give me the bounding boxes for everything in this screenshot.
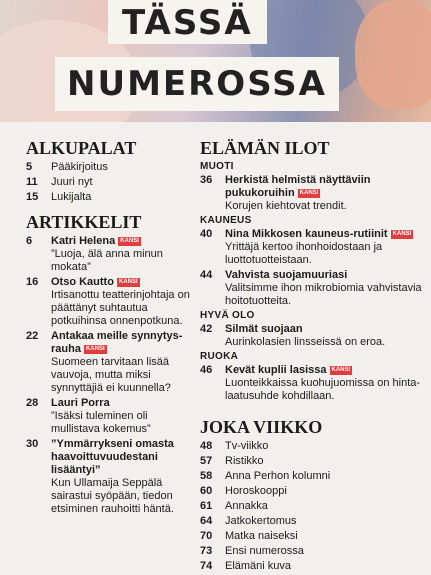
page-number: 64 xyxy=(200,515,213,527)
kansi-badge: KANSI xyxy=(85,346,105,352)
toc-entry[interactable] xyxy=(200,440,425,453)
title-line-2: NUMEROSSA xyxy=(55,57,339,111)
joka-viikko-list xyxy=(200,440,425,573)
kansi-badge: KANSI xyxy=(392,231,412,237)
section-heading-joka-viikko: JOKA VIIKKO xyxy=(200,417,323,437)
page-number: 40 xyxy=(200,228,213,240)
toc-entry[interactable] xyxy=(26,235,194,274)
toc-entry[interactable] xyxy=(200,470,425,483)
page-number: 5 xyxy=(26,161,33,173)
toc-entry[interactable] xyxy=(26,191,194,204)
kansi-badge: KANSI xyxy=(118,279,138,285)
alkupalat-list xyxy=(26,161,194,204)
page-number: 60 xyxy=(200,485,213,497)
toc-entry[interactable] xyxy=(200,455,425,468)
entry-title: Elämäni kuva xyxy=(225,560,292,572)
photo-shape xyxy=(355,0,431,110)
right-column xyxy=(200,138,425,575)
page-number: 15 xyxy=(26,191,39,203)
page-number: 48 xyxy=(200,440,213,452)
toc-entry[interactable] xyxy=(200,174,425,213)
entry-description: Yrittäjä kertoo ihonhoidostaan ja luottotuotteistaan. xyxy=(225,241,383,266)
entry-title: Matka naiseksi xyxy=(225,530,298,542)
entry-title: Otso Kautto xyxy=(51,276,114,288)
page-number: 61 xyxy=(200,500,213,512)
toc-entry[interactable] xyxy=(200,500,425,513)
page-number: 28 xyxy=(26,397,39,409)
toc-entry[interactable] xyxy=(200,530,425,543)
entry-description: Luonteikkaissa kuohujuomissa on hinta-laatusuhde kohdillaan. xyxy=(225,377,421,402)
entry-title: Nina Mikkosen kauneus-rutiinit xyxy=(225,228,388,240)
entry-description: Irtisanottu teatterinjohtaja on päättänyt suhtautua potkuihinsa onnenpotkuna. xyxy=(51,289,190,327)
entry-title: Lauri Porra xyxy=(51,397,110,409)
entry-title: Herkistä helmistä näyttäviin pukukoruihin xyxy=(225,174,371,199)
entry-title: Kevät kuplii lasissa xyxy=(225,364,327,376)
entry-title: Antakaa meille synnytys-rauha xyxy=(51,330,183,355)
entry-title: Horoskooppi xyxy=(225,485,287,497)
toc-entry[interactable] xyxy=(200,485,425,498)
entry-title: Juuri nyt xyxy=(51,176,93,188)
page-number: 11 xyxy=(26,176,38,188)
entry-title: ”Ymmärrykseni omasta haavoittuvuudestani lisääntyi” xyxy=(51,438,174,476)
page-number: 16 xyxy=(26,276,39,288)
category-heading-kauneus: KAUNEUS xyxy=(200,215,252,226)
kansi-badge: KANSI xyxy=(120,238,139,244)
page-number: 73 xyxy=(200,545,213,557)
kansi-badge: KANSI xyxy=(331,367,351,373)
page-number: 42 xyxy=(200,323,213,335)
section-heading-elaman-ilot: ELÄMÄN ILOT xyxy=(200,138,330,158)
entry-title: Ristikko xyxy=(225,455,264,467)
toc-entry[interactable] xyxy=(26,276,194,328)
page-number: 46 xyxy=(200,364,213,376)
toc-entry[interactable] xyxy=(26,438,194,516)
toc-entry[interactable] xyxy=(26,161,194,174)
page-number: 57 xyxy=(200,455,213,467)
section-heading-alkupalat: ALKUPALAT xyxy=(26,138,137,158)
entry-title: Jatkokertomus xyxy=(225,515,297,527)
entry-description: Valitsimme ihon mikrobiomia vahvistavia hoitotuotteita. xyxy=(225,282,422,307)
page-number: 6 xyxy=(26,235,33,247)
left-column xyxy=(26,138,194,518)
toc-entry[interactable] xyxy=(200,515,425,528)
page-number: 58 xyxy=(200,470,213,482)
category-heading-hyva-olo: HYVÄ OLO xyxy=(200,310,255,321)
toc-entry[interactable] xyxy=(200,545,425,558)
page-number: 74 xyxy=(200,560,213,572)
category-heading-muoti: MUOTI xyxy=(200,161,234,172)
title-line-1: TÄSSÄ xyxy=(108,0,267,44)
entry-description: Aurinkolasien linsseissä on eroa. xyxy=(225,336,386,348)
entry-title: Silmät suojaan xyxy=(225,323,303,335)
page-number: 70 xyxy=(200,530,213,542)
toc-entry[interactable] xyxy=(200,364,425,403)
entry-title: Katri Helena xyxy=(51,235,116,247)
category-heading-ruoka: RUOKA xyxy=(200,351,239,362)
toc-entry[interactable] xyxy=(200,269,425,308)
toc-entry[interactable] xyxy=(26,397,194,436)
entry-description: Suomeen tarvitaan lisää vauvoja, mutta miksi synnyttäjiä ei kuunnella? xyxy=(51,356,171,394)
toc-entry[interactable] xyxy=(26,330,194,395)
kansi-badge: KANSI xyxy=(299,190,319,196)
page-number: 22 xyxy=(26,330,39,342)
page-number: 36 xyxy=(200,174,213,186)
entry-title: Ensi numerossa xyxy=(225,545,304,557)
entry-title: Annakka xyxy=(225,500,268,512)
entry-description: Korujen kiehtovat trendit. xyxy=(225,200,347,212)
entry-description: Kun Ullamaija Seppälä sairastui syöpään, tiedon etsiminen rauhoitti häntä. xyxy=(51,477,174,515)
page-number: 30 xyxy=(26,438,39,450)
toc-entry[interactable] xyxy=(26,176,194,189)
toc-entry[interactable] xyxy=(200,228,425,267)
entry-description: ”Isäksi tuleminen oli mullistava kokemus” xyxy=(51,410,151,435)
toc-entry[interactable] xyxy=(200,323,425,349)
toc-entry[interactable] xyxy=(200,560,425,573)
entry-description: ”Luoja, älä anna minun mokata” xyxy=(51,248,163,273)
entry-title: Vahvista suojamuuriasi xyxy=(225,269,348,281)
artikkelit-list xyxy=(26,235,194,516)
section-heading-artikkelit: ARTIKKELIT xyxy=(26,212,142,232)
entry-title: Tv-viikko xyxy=(225,440,269,452)
entry-title: Lukijalta xyxy=(51,191,92,203)
entry-title: Anna Perhon kolumni xyxy=(225,470,331,482)
page-number: 44 xyxy=(200,269,213,281)
entry-title: Pääkirjoitus xyxy=(51,161,108,173)
